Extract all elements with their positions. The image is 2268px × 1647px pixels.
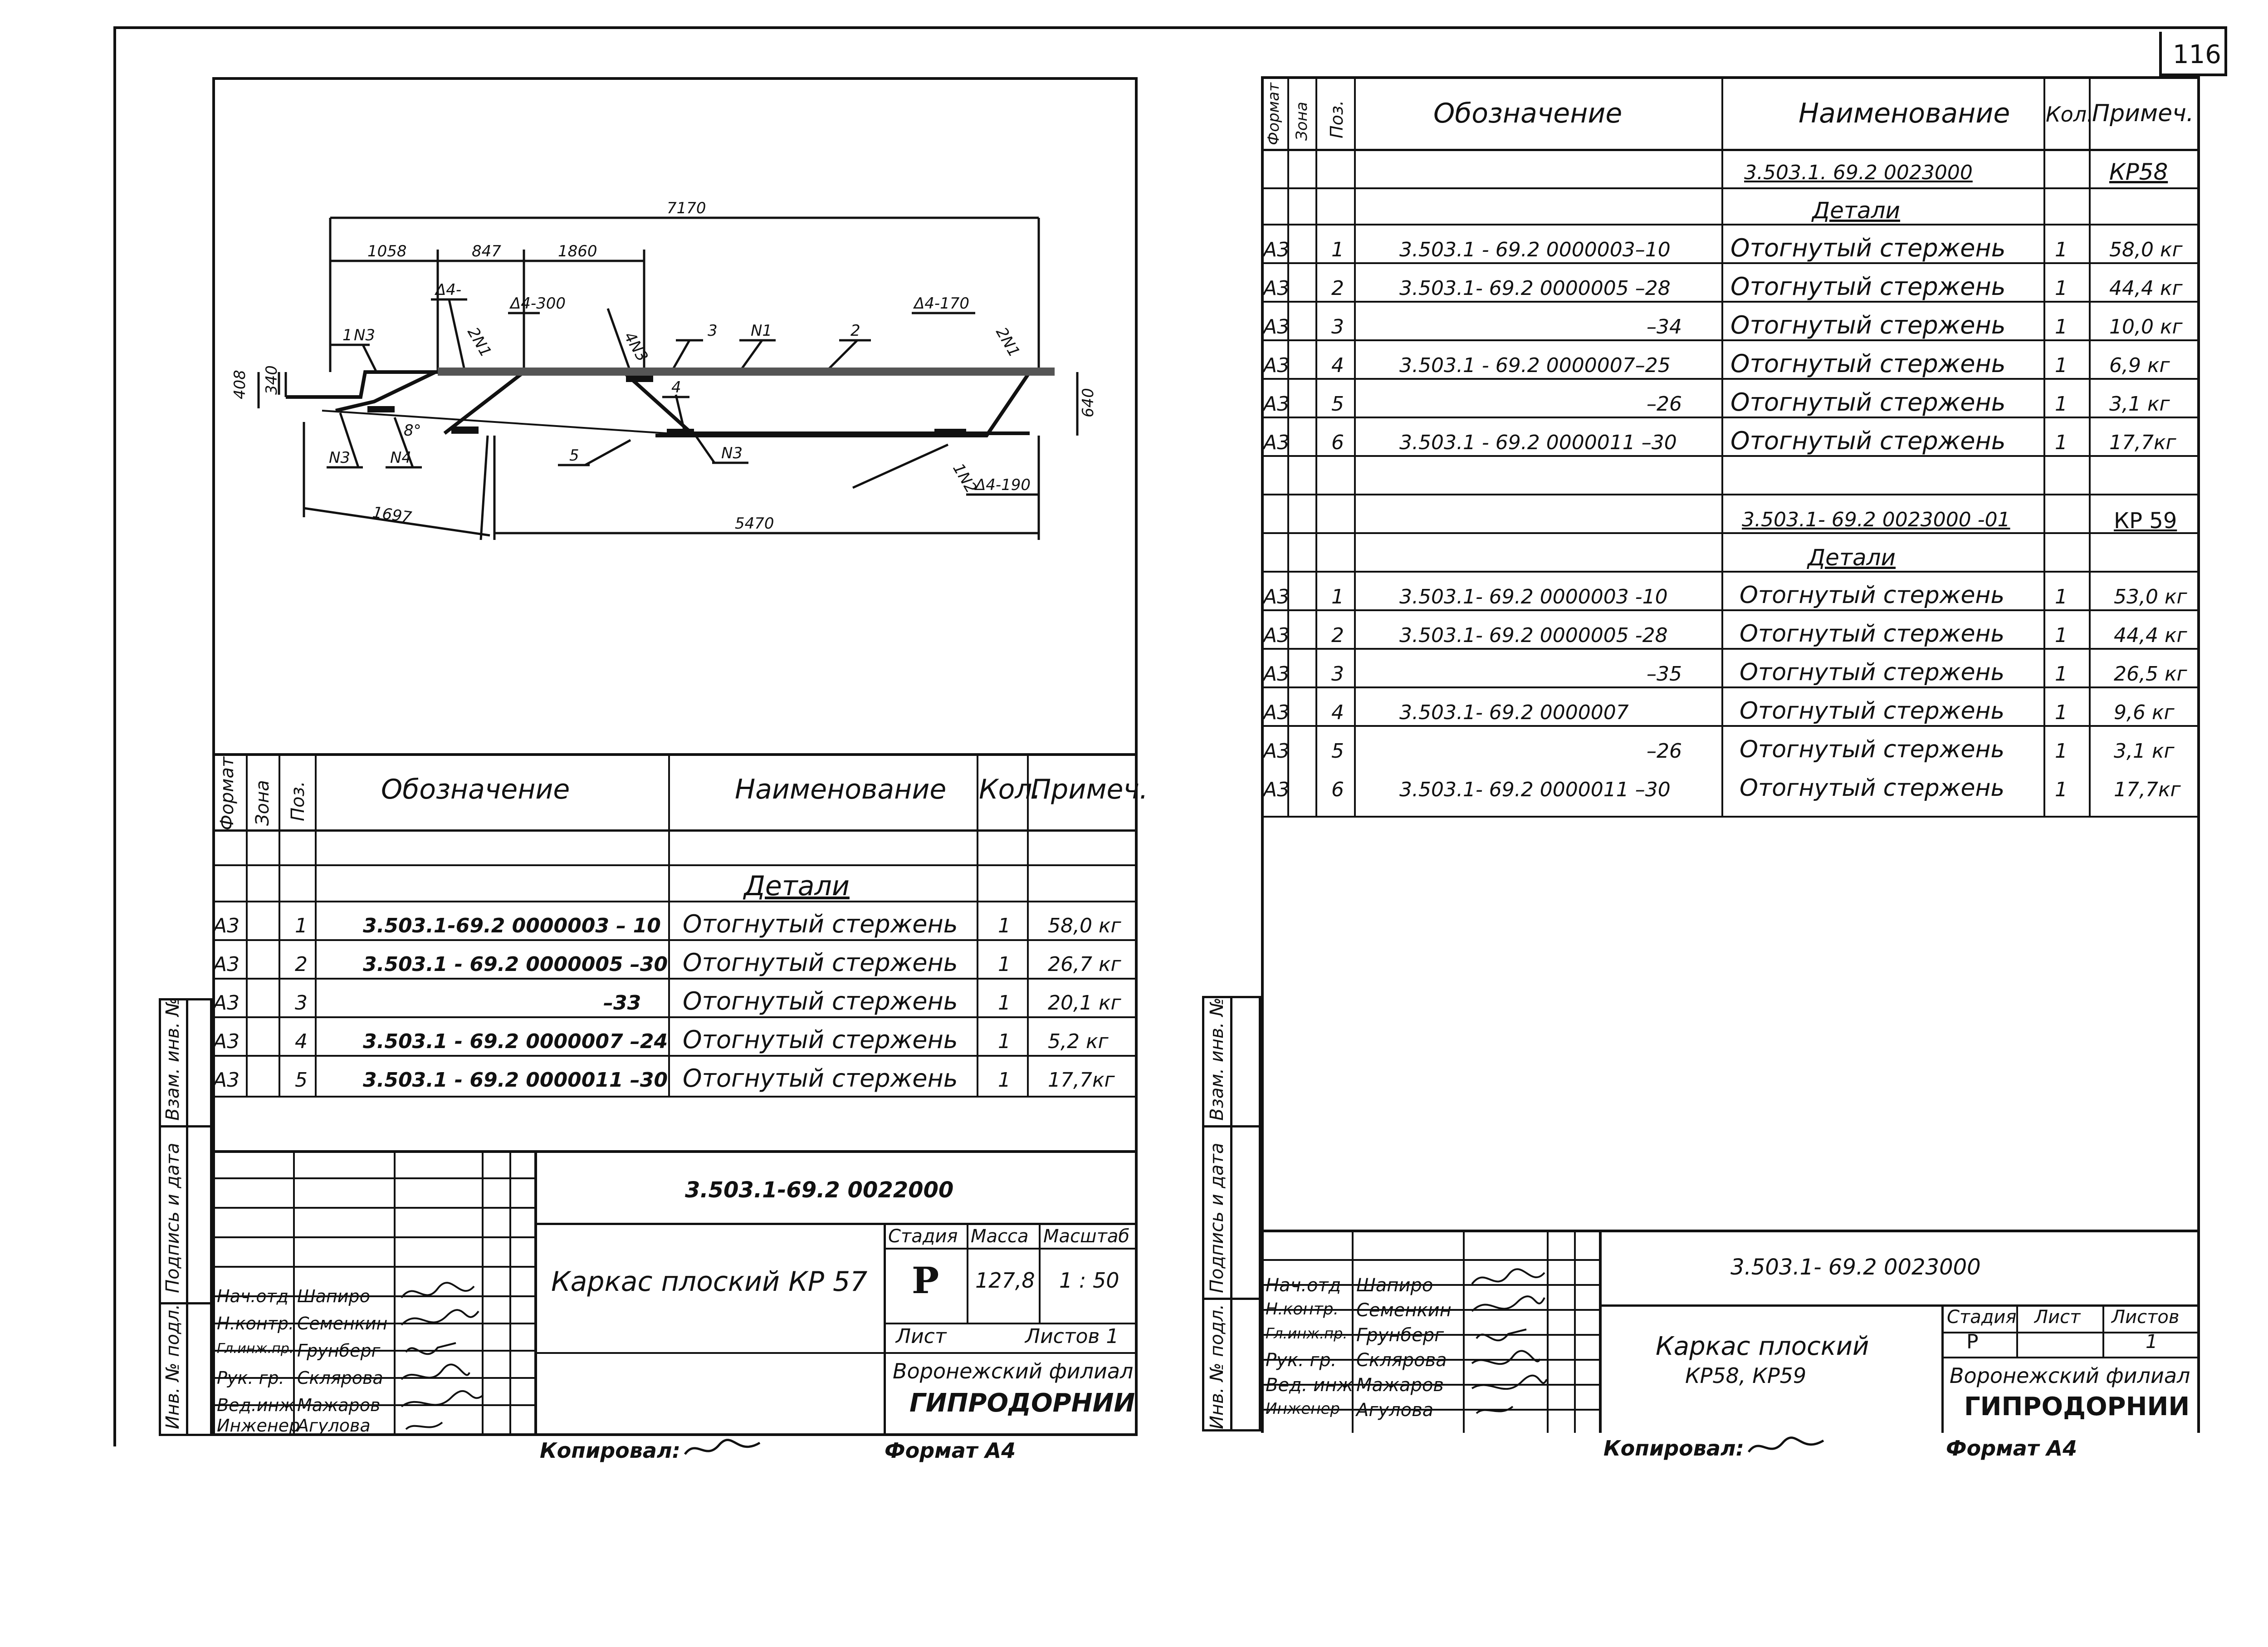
left-name-2: Семенкин: [297, 1314, 388, 1333]
left-header-zone: Зона: [252, 780, 273, 826]
right-g2-row-5-name: Отогнутый стержень: [1740, 736, 2005, 763]
right-g2-row-4-qty: 1: [2055, 701, 2068, 724]
right-role-3: Гл.инж.пр.: [1266, 1325, 1348, 1342]
left-side-label-2: Подпись и дата: [162, 1142, 183, 1293]
right-header-format: Формат: [1265, 83, 1283, 145]
right-role-1: Нач.отд: [1266, 1275, 1341, 1296]
right-g1-row-3-name: Отогнутый стержень: [1730, 311, 2006, 339]
right-header-pos: Поз.: [1327, 100, 1347, 138]
right-name-3: Грунберг: [1356, 1325, 1444, 1346]
right-g1-row-5-name: Отогнутый стержень: [1730, 388, 2006, 417]
left-header-name: Наименование: [735, 774, 947, 805]
right-side-label-3: Взам. инв. №: [1207, 997, 1227, 1121]
right-group1-section: Детали: [1812, 197, 1901, 224]
right-g2-row-2-pos: 2: [1331, 624, 1344, 647]
right-g1-row-5-note: 3,1 кг: [2109, 392, 2170, 416]
right-stage-label: Стадия: [1947, 1307, 2017, 1328]
left-row-3-note: 20,1 кг: [1048, 991, 1121, 1015]
right-g2-row-1-qty: 1: [2055, 585, 2068, 608]
left-stage-value: Р: [912, 1259, 939, 1302]
right-signatures: [1467, 1266, 1549, 1429]
left-row-2-note: 26,7 кг: [1048, 953, 1121, 976]
callout-7: N3: [721, 444, 743, 462]
left-section-title: Детали: [744, 870, 850, 902]
left-row-1-qty: 1: [998, 914, 1011, 937]
right-g1-row-1-designation: 3.503.1 - 69.2 0000003–10: [1399, 238, 1671, 261]
right-g1-row-5-pos: 5: [1331, 392, 1344, 416]
right-g2-row-4-pos: 4: [1331, 701, 1344, 724]
right-g1-row-2-note: 44,4 кг: [2109, 277, 2183, 300]
left-row-2-pos: 2: [295, 953, 308, 976]
right-g1-row-1-note: 58,0 кг: [2109, 238, 2183, 261]
right-g2-row-1-pos: 1: [1331, 585, 1344, 608]
right-name-4: Склярова: [1356, 1350, 1447, 1371]
left-header-qty: Кол.: [979, 774, 1041, 805]
right-doc-title-1: Каркас плоский: [1656, 1332, 1869, 1361]
left-format: Формат А4: [885, 1438, 1016, 1463]
left-header-designation: Обозначение: [381, 774, 570, 805]
callout-12: 4N3: [620, 328, 652, 365]
left-row-4-fmt: А3: [213, 1030, 240, 1053]
page-border-top: [113, 26, 2227, 29]
right-group2-code: 3.503.1- 69.2 0023000 -01: [1742, 508, 2010, 531]
left-org-line1: Воронежский филиал: [893, 1359, 1134, 1383]
right-g1-row-2-pos: 2: [1331, 277, 1344, 300]
right-org-line1: Воронежский филиал: [1950, 1363, 2190, 1388]
weld-plate: [438, 368, 1055, 376]
left-row-1-pos: 1: [295, 914, 308, 937]
right-g2-row-3-designation: –35: [1647, 662, 1682, 686]
right-g2-row-4-fmt: А3: [1263, 701, 1290, 724]
left-row-3-name: Отогнутый стержень: [683, 987, 958, 1015]
left-row-2-name: Отогнутый стержень: [683, 948, 958, 977]
right-copied-by: Копировал:: [1603, 1436, 1744, 1461]
left-name-1: Шапиро: [297, 1286, 370, 1306]
right-header-zone: Зона: [1293, 102, 1311, 141]
left-scale-label: Масштаб: [1043, 1226, 1130, 1247]
left-name-5: Мажаров: [297, 1395, 381, 1415]
right-header-designation: Обозначение: [1433, 98, 1623, 129]
right-g1-row-3-designation: –34: [1647, 315, 1682, 338]
right-g1-row-2-qty: 1: [2055, 277, 2068, 300]
left-role-1: Нач.отд: [217, 1286, 289, 1306]
right-g1-row-5-qty: 1: [2055, 392, 2068, 416]
left-name-3: Грунберг: [297, 1341, 381, 1361]
left-mass-value: 127,8: [975, 1268, 1035, 1293]
left-row-1-note: 58,0 кг: [1048, 914, 1121, 937]
right-g2-row-2-note: 44,4 кг: [2114, 624, 2187, 647]
page-border-left: [113, 26, 116, 1446]
left-rebar-drawing: [213, 181, 1120, 554]
callout-4: 2: [850, 322, 860, 340]
right-g1-row-4-name: Отогнутый стержень: [1730, 349, 2006, 378]
left-role-3: Гл.инж.пр.: [217, 1341, 294, 1357]
right-g2-row-4-note: 9,6 кг: [2114, 701, 2175, 724]
dim-d3-text: 1860: [558, 242, 597, 260]
right-g1-row-4-pos: 4: [1331, 354, 1344, 377]
right-group2-section: Детали: [1808, 544, 1896, 571]
callout-6: 5: [569, 446, 579, 465]
right-g1-row-3-fmt: А3: [1263, 315, 1290, 338]
left-row-4-note: 5,2 кг: [1048, 1030, 1109, 1053]
right-g1-row-1-qty: 1: [2055, 238, 2068, 261]
angle-text: 8°: [404, 422, 421, 440]
right-name-2: Семенкин: [1356, 1300, 1452, 1321]
right-g2-row-3-note: 26,5 кг: [2114, 662, 2187, 686]
right-g1-row-6-pos: 6: [1331, 431, 1344, 454]
right-group1-code: 3.503.1. 69.2 0023000: [1744, 161, 1973, 184]
left-sheets-label: Листов 1: [1025, 1325, 1119, 1348]
dim-h2-text: 340: [263, 365, 281, 395]
right-g2-row-6-fmt: А3: [1263, 778, 1290, 801]
right-header-note: Примеч.: [2092, 100, 2194, 127]
right-header-qty: Кол.: [2046, 102, 2093, 127]
left-row-4-designation: 3.503.1 - 69.2 0000007 –24: [363, 1030, 668, 1053]
right-g1-row-6-designation: 3.503.1 - 69.2 0000011 –30: [1399, 431, 1677, 454]
right-g2-row-1-name: Отогнутый стержень: [1740, 582, 2005, 609]
dim-h3-text: 640: [1079, 388, 1097, 417]
left-role-6: Инженер: [217, 1416, 300, 1436]
right-g2-row-4-designation: 3.503.1- 69.2 0000007: [1399, 701, 1629, 724]
right-group1-mark: КР58: [2109, 159, 2168, 185]
right-g2-row-1-fmt: А3: [1263, 585, 1290, 608]
right-g1-row-6-note: 17,7кг: [2109, 431, 2176, 454]
right-g1-row-4-note: 6,9 кг: [2109, 354, 2170, 377]
dim-w1-text: 1697: [371, 503, 413, 527]
callout-10: 1N2: [949, 460, 981, 496]
left-row-5-note: 17,7кг: [1048, 1069, 1115, 1092]
callout-3: N1: [751, 322, 772, 340]
right-g1-row-3-note: 10,0 кг: [2109, 315, 2183, 338]
left-stage-label: Стадия: [888, 1226, 958, 1247]
left-header-pos: Поз.: [288, 781, 308, 821]
dim-d1-text: 1058: [367, 242, 407, 260]
right-g2-row-5-pos: 5: [1331, 740, 1344, 763]
right-g1-row-6-qty: 1: [2055, 431, 2068, 454]
callout-13: 2N1: [992, 324, 1024, 360]
left-row-5-designation: 3.503.1 - 69.2 0000011 –30: [363, 1069, 668, 1092]
right-g2-row-1-designation: 3.503.1- 69.2 0000003 -10: [1399, 585, 1668, 608]
right-g1-row-2-designation: 3.503.1- 69.2 0000005 –28: [1399, 277, 1671, 300]
right-g1-row-1-fmt: А3: [1263, 238, 1290, 261]
right-g2-row-5-note: 3,1 кг: [2114, 740, 2175, 763]
left-row-2-fmt: А3: [213, 953, 240, 976]
right-g2-row-2-name: Отогнутый стержень: [1740, 620, 2005, 647]
left-row-1-designation: 3.503.1-69.2 0000003 – 10: [363, 914, 661, 937]
right-g2-row-6-note: 17,7кг: [2114, 778, 2181, 801]
right-g1-row-6-name: Отогнутый стержень: [1730, 426, 2006, 455]
left-scale-value: 1 : 50: [1059, 1268, 1119, 1293]
right-format: Формат А4: [1946, 1436, 2077, 1461]
right-org-line2: ГИПРОДОРНИИ: [1964, 1392, 2190, 1422]
left-role-4: Рук. гр.: [217, 1368, 284, 1388]
right-g1-row-5-fmt: А3: [1263, 392, 1290, 416]
right-g2-row-1-note: 53,0 кг: [2114, 585, 2187, 608]
left-row-4-pos: 4: [295, 1030, 308, 1053]
callout-0: 1: [342, 326, 352, 344]
weld4-text: Δ4-190: [975, 476, 1031, 494]
left-mass-label: Масса: [971, 1226, 1029, 1247]
page-number: 116: [2173, 40, 2221, 69]
callout-11: 2N1: [464, 324, 495, 360]
right-g2-row-3-pos: 3: [1331, 662, 1344, 686]
right-sheets-value: 1: [2146, 1330, 2158, 1353]
page-border-right: [2224, 26, 2227, 76]
right-g1-row-2-name: Отогнутый стержень: [1730, 272, 2006, 301]
right-g2-row-4-name: Отогнутый стержень: [1740, 697, 2005, 725]
left-name-4: Склярова: [297, 1368, 383, 1388]
left-copied-by: Копировал:: [540, 1438, 680, 1463]
left-row-5-fmt: А3: [213, 1069, 240, 1092]
left-signatures: [397, 1279, 488, 1434]
left-row-3-designation: –33: [603, 991, 641, 1015]
right-sheet-label: Лист: [2034, 1307, 2081, 1328]
left-row-4-name: Отогнутый стержень: [683, 1025, 958, 1054]
right-g2-row-2-designation: 3.503.1- 69.2 0000005 -28: [1399, 624, 1668, 647]
right-g2-row-6-designation: 3.503.1- 69.2 0000011 –30: [1399, 778, 1671, 801]
right-name-5: Мажаров: [1356, 1375, 1444, 1396]
callout-8: N3: [329, 449, 351, 467]
weld3-text: Δ4-170: [914, 294, 970, 313]
right-g1-row-4-designation: 3.503.1 - 69.2 0000007–25: [1399, 354, 1671, 377]
right-header-name: Наименование: [1799, 98, 2010, 129]
left-row-5-qty: 1: [998, 1069, 1011, 1092]
callout-2: 3: [708, 322, 718, 340]
left-row-1-fmt: А3: [213, 914, 240, 937]
left-header-format: Формат: [217, 756, 238, 830]
left-row-1-name: Отогнутый стержень: [683, 910, 958, 938]
callout-9: N4: [390, 449, 412, 467]
left-sheet-label: Лист: [896, 1325, 947, 1348]
callout-5: 4: [671, 378, 681, 397]
left-row-2-qty: 1: [998, 953, 1011, 976]
left-doc-title: Каркас плоский КР 57: [551, 1266, 868, 1298]
right-g1-row-6-fmt: А3: [1263, 431, 1290, 454]
left-doc-code: 3.503.1-69.2 0022000: [685, 1177, 954, 1203]
right-role-2: Н.контр.: [1266, 1300, 1339, 1319]
right-g2-row-6-name: Отогнутый стержень: [1740, 774, 2005, 802]
dim-total-text: 7170: [667, 199, 706, 217]
dim-d2-text: 847: [472, 242, 501, 260]
right-group2-mark: КР 59: [2114, 508, 2177, 534]
left-org-line2: ГИПРОДОРНИИ: [909, 1388, 1135, 1418]
right-role-5: Вед. инж: [1266, 1375, 1354, 1396]
right-g1-row-3-qty: 1: [2055, 315, 2068, 338]
left-copier-signature: [683, 1436, 764, 1463]
right-side-label-1: Инв. № подл.: [1207, 1304, 1227, 1429]
right-g1-row-4-fmt: А3: [1263, 354, 1290, 377]
right-sheets-label: Листов: [2112, 1307, 2180, 1328]
left-role-2: Н.контр.: [217, 1314, 294, 1333]
right-g2-row-5-qty: 1: [2055, 740, 2068, 763]
right-g1-row-5-designation: –26: [1647, 392, 1682, 416]
right-g2-row-6-qty: 1: [2055, 778, 2068, 801]
left-row-3-pos: 3: [295, 991, 308, 1015]
right-side-label-2: Подпись и дата: [1207, 1142, 1227, 1293]
left-row-3-fmt: А3: [213, 991, 240, 1015]
right-g2-row-3-name: Отогнутый стержень: [1740, 659, 2005, 686]
right-role-4: Рук. гр.: [1266, 1350, 1337, 1371]
left-row-4-qty: 1: [998, 1030, 1011, 1053]
right-name-6: Агулова: [1356, 1400, 1434, 1421]
left-row-2-designation: 3.503.1 - 69.2 0000005 –30: [363, 953, 668, 976]
right-g1-row-3-pos: 3: [1331, 315, 1344, 338]
left-row-5-name: Отогнутый стержень: [683, 1064, 958, 1093]
left-role-5: Вед.инж: [217, 1395, 295, 1415]
right-stage-value: Р: [1966, 1330, 1979, 1353]
right-g1-row-4-qty: 1: [2055, 354, 2068, 377]
right-g1-row-1-name: Отогнутый стержень: [1730, 234, 2006, 262]
weld1-text: Δ4-: [435, 281, 462, 299]
right-role-6: Инженер: [1266, 1400, 1340, 1418]
right-copier-signature: [1746, 1434, 1828, 1461]
dim-w2-text: 5470: [735, 515, 774, 533]
right-g2-row-6-pos: 6: [1331, 778, 1344, 801]
right-g1-row-2-fmt: А3: [1263, 277, 1290, 300]
right-g2-row-3-fmt: А3: [1263, 662, 1290, 686]
right-name-1: Шапиро: [1356, 1275, 1433, 1296]
dim-h1-text: 408: [231, 370, 249, 399]
right-doc-code: 3.503.1- 69.2 0023000: [1730, 1255, 1981, 1280]
right-g2-row-2-fmt: А3: [1263, 624, 1290, 647]
left-side-label-1: Инв. № подл.: [162, 1304, 183, 1429]
right-doc-title-2: КР58, КР59: [1685, 1363, 1807, 1388]
right-g2-row-5-designation: –26: [1647, 740, 1682, 763]
right-g1-row-1-pos: 1: [1331, 238, 1344, 261]
left-name-6: Агулова: [297, 1416, 371, 1436]
right-g2-row-5-fmt: А3: [1263, 740, 1290, 763]
left-row-5-pos: 5: [295, 1069, 308, 1092]
left-header-note: Примеч.: [1031, 774, 1148, 805]
right-g2-row-3-qty: 1: [2055, 662, 2068, 686]
left-row-3-qty: 1: [998, 991, 1011, 1015]
callout-1: N3: [354, 326, 376, 344]
weld2-text: Δ4-300: [510, 294, 566, 313]
right-g2-row-2-qty: 1: [2055, 624, 2068, 647]
left-side-label-3: Взам. инв. №: [162, 997, 183, 1121]
